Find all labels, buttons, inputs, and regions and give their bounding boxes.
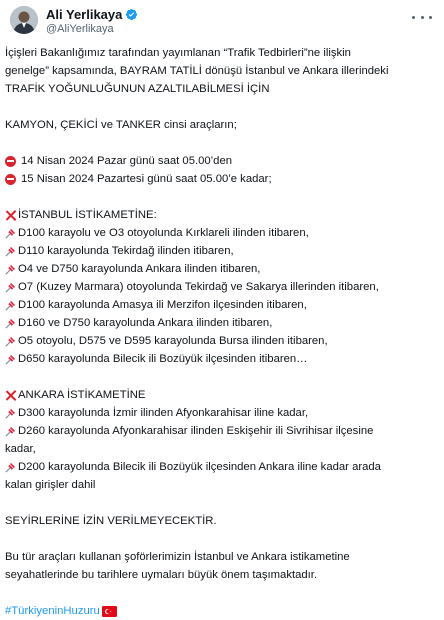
vehicles-line: KAMYON, ÇEKİCİ ve TANKER cinsi araçların; xyxy=(5,119,237,131)
no-entry-icon xyxy=(5,174,16,185)
route-text: O5 otoyolu, D575 ve D595 karayolunda Bursa ilinden itibaren, xyxy=(18,335,328,347)
closing-line: Bu tür araçları kullanan şoförlerimizin İstanbul ve Ankara istikametine xyxy=(5,551,350,563)
route-text: O4 ve D750 karayolunda Ankara ilinden itibaren, xyxy=(18,263,261,275)
route-text: D160 ve D750 karayolunda Ankara ilinden itibaren, xyxy=(18,317,273,329)
author-handle[interactable]: @AliYerlikaya xyxy=(46,23,114,35)
route-item xyxy=(5,260,435,278)
istanbul-header: İSTANBUL İSTİKAMETİNE: xyxy=(18,209,157,221)
tweet-header xyxy=(10,4,434,38)
route-item xyxy=(5,314,435,332)
pushpin-icon xyxy=(5,228,16,239)
turkey-flag-icon xyxy=(102,606,117,617)
author-name-row[interactable] xyxy=(46,7,138,22)
cross-mark-icon xyxy=(5,390,16,401)
route-text-continued: kalan girişler dahil xyxy=(5,479,96,491)
intro-line: TRAFİK YOĞUNLUĞUNUN AZALTILABİLMESİ İÇİN xyxy=(5,83,270,95)
date-start-line xyxy=(5,152,435,170)
route-text: D100 karayolunda Amasya ili Merzifon ilçesinden itibaren, xyxy=(18,299,307,311)
verified-badge-icon xyxy=(125,8,138,21)
pushpin-icon xyxy=(5,300,16,311)
hashtag-link[interactable]: #TürkiyeninHuzuru xyxy=(5,605,100,617)
pushpin-icon xyxy=(5,336,16,347)
pushpin-icon xyxy=(5,408,16,419)
hashtag-line xyxy=(5,602,435,620)
route-item xyxy=(5,242,435,260)
route-text: O7 (Kuzey Marmara) otoyolunda Tekirdağ ve Sakarya illerinden itibaren, xyxy=(18,281,379,293)
no-entry-icon xyxy=(5,156,16,167)
pushpin-icon xyxy=(5,426,16,437)
intro-line: İçişleri Bakanlığımız tarafından yayımlanan “Trafik Tedbirleri”ne ilişkin xyxy=(5,47,351,59)
tweet-text xyxy=(5,44,435,620)
route-item xyxy=(5,458,435,476)
notice-line: SEYİRLERİNE İZİN VERİLMEYECEKTİR. xyxy=(5,515,217,527)
route-item xyxy=(5,296,435,314)
author-name[interactable]: Ali Yerlikaya xyxy=(46,7,123,22)
avatar[interactable] xyxy=(10,6,38,34)
date-start-text: 14 Nisan 2024 Pazar günü saat 05.00’den xyxy=(21,155,233,167)
route-item xyxy=(5,332,435,350)
route-text: D260 karayolunda Afyonkarahisar ilinden Eskişehir ili Sivrihisar ilçesine xyxy=(18,425,374,437)
route-text: D650 karayolunda Bilecik ili Bozüyük ilçesinden itibaren… xyxy=(18,353,308,365)
ankara-header: ANKARA İSTİKAMETİNE xyxy=(18,389,146,401)
route-text: D100 karayolu ve O3 otoyolunda Kırklareli ilinden itibaren, xyxy=(18,227,309,239)
route-item xyxy=(5,404,435,422)
more-options-icon[interactable] xyxy=(412,10,432,24)
profile-photo-icon xyxy=(10,6,38,34)
pushpin-icon xyxy=(5,264,16,275)
route-text: D110 karayolunda Tekirdağ ilinden itibaren, xyxy=(18,245,234,257)
pushpin-icon xyxy=(5,318,16,329)
ankara-header-line xyxy=(5,386,435,404)
route-text-continued: kadar, xyxy=(5,443,36,455)
date-end-text: 15 Nisan 2024 Pazartesi günü saat 05.00’e kadar; xyxy=(21,173,272,185)
istanbul-header-line xyxy=(5,206,435,224)
pushpin-icon xyxy=(5,246,16,257)
date-end-line xyxy=(5,170,435,188)
route-item xyxy=(5,224,435,242)
route-text: D300 karayolunda İzmir ilinden Afyonkarahisar iline kadar, xyxy=(18,407,309,419)
route-item xyxy=(5,350,435,368)
route-item xyxy=(5,422,435,440)
pushpin-icon xyxy=(5,282,16,293)
pushpin-icon xyxy=(5,462,16,473)
cross-mark-icon xyxy=(5,210,16,221)
intro-line: genelge” kapsamında, BAYRAM TATİLİ dönüşü İstanbul ve Ankara illerindeki xyxy=(5,65,389,77)
closing-line: seyahatlerinde bu tarihlere uymaları büyük önem taşımaktadır. xyxy=(5,569,318,581)
pushpin-icon xyxy=(5,354,16,365)
route-text: D200 karayolunda Bilecik ili Bozüyük ilçesinden Ankara iline kadar arada xyxy=(18,461,381,473)
route-item xyxy=(5,278,435,296)
